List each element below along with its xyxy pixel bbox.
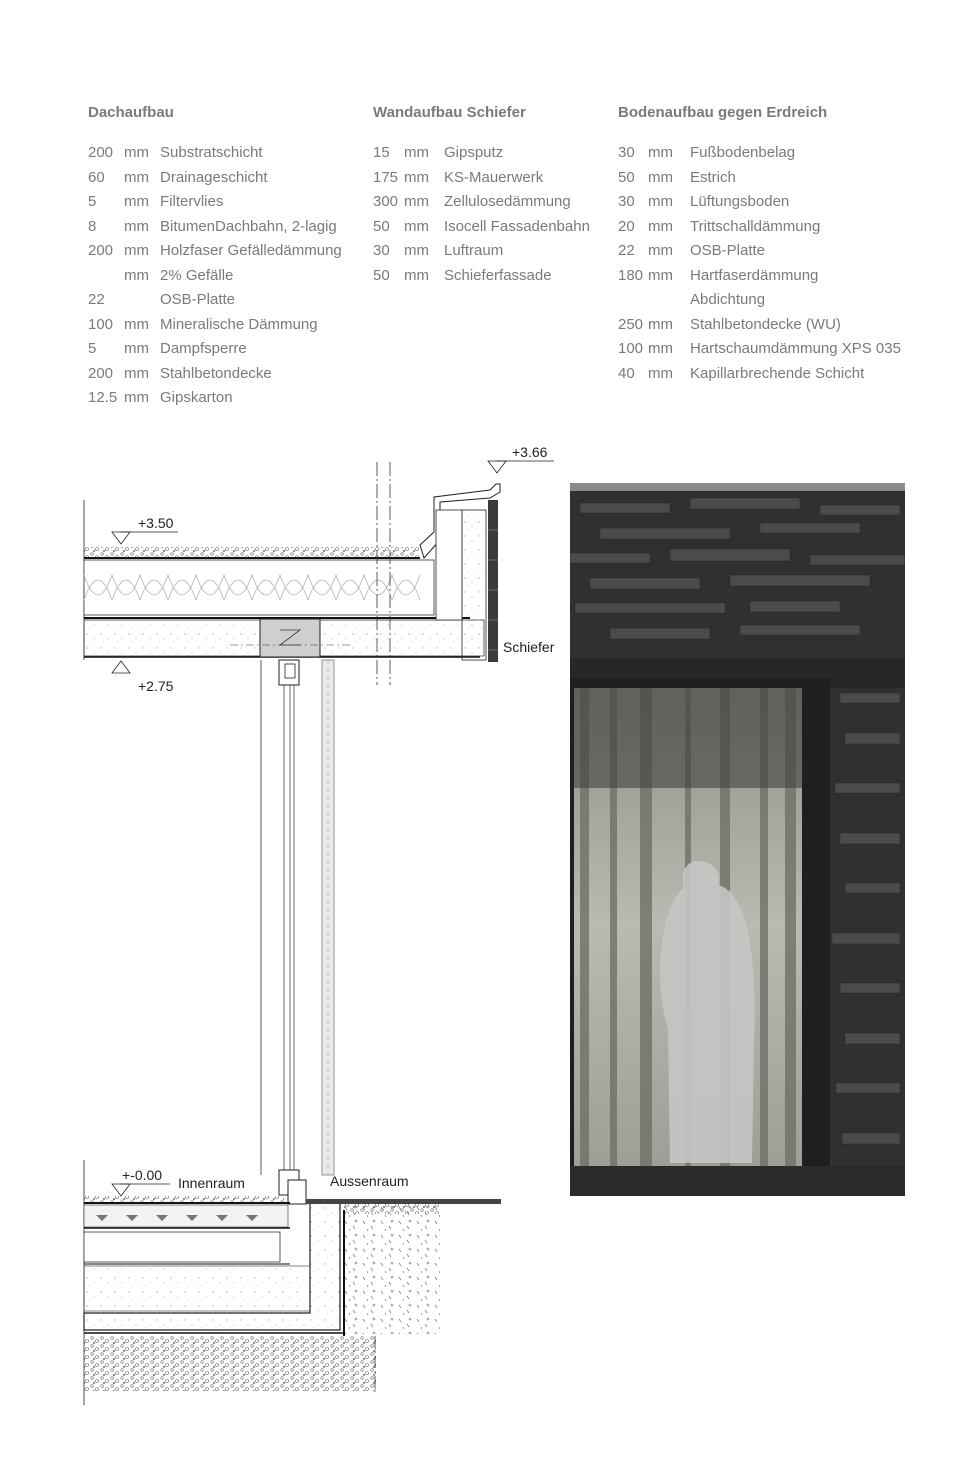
layer-material: Hartschaumdämmung XPS 035 [690,340,901,357]
wall-build-up [373,104,613,290]
level-marker-ceiling [112,661,130,673]
layer-material: 2% Gefälle [160,266,234,284]
layer-row [618,143,918,168]
layer-row [88,290,368,315]
layer-material: Fußbodenbelag [690,144,796,161]
layer-row [88,143,368,168]
layer-row [618,315,918,340]
layer-thickness: 100 [88,315,114,333]
layer-unit: mm [404,144,429,161]
layer-material: Gipskarton [160,389,233,406]
layer-row [88,192,368,217]
layer-unit: mm [404,266,429,284]
roof-rows [88,143,368,413]
layer-row [373,241,613,266]
inside-label: Innenraum [178,1175,245,1191]
layer-thickness: 12.5 [88,389,118,406]
layer-row [618,168,918,193]
layer-material: Dampfsperre [160,340,247,357]
layer-thickness: 175 [373,168,399,186]
facade-render [570,483,905,1196]
layer-unit: mm [124,168,149,186]
layer-material: Lüftungsboden [690,193,790,210]
layer-unit: mm [404,168,429,186]
layer-unit: mm [648,168,673,186]
level-label-parapet: +3.66 [512,444,548,460]
layer-material: Mineralische Dämmung [160,315,318,333]
layer-row [88,217,368,242]
level-marker-parapet [488,461,554,473]
layer-material: Schieferfassade [444,266,552,284]
layer-thickness: 180 [618,266,644,284]
layer-unit: mm [648,242,673,259]
layer-row [618,266,918,291]
layer-row [88,388,368,413]
layer-unit: mm [124,217,149,235]
roof-build-up [88,104,368,413]
layer-row [88,266,368,291]
wall-title: Wandaufbau Schiefer [373,104,526,121]
layer-material: OSB-Platte [160,291,236,308]
layer-thickness: 5 [88,193,97,210]
layer-thickness: 200 [88,242,114,259]
layer-material: Stahlbetondecke (WU) [690,315,841,333]
level-label-ceiling: +2.75 [138,678,174,694]
layer-material: Stahlbetondecke [160,364,272,382]
layer-unit: mm [404,193,429,210]
layer-row [373,143,613,168]
layer-thickness: 50 [373,266,390,284]
layer-thickness: 200 [88,144,114,161]
layer-unit: mm [124,340,149,357]
layer-row [88,339,368,364]
layer-row [88,364,368,389]
layer-material: Hartfaserdämmung [690,266,819,284]
layer-material: KS-Mauerwerk [444,168,544,186]
layer-unit: mm [124,242,149,259]
layer-material: Isocell Fassadenbahn [444,217,590,235]
level-marker-floor [112,1184,170,1196]
layer-unit: mm [124,193,149,210]
layer-unit: mm [124,266,149,284]
layer-row [618,364,918,389]
layer-thickness: 30 [373,242,390,259]
layer-thickness: 200 [88,364,114,382]
layer-thickness: 22 [88,291,105,308]
slate-label: Schiefer [503,639,555,655]
layer-row [618,217,918,242]
layer-row [373,168,613,193]
layer-material: Trittschalldämmung [690,217,821,235]
layer-unit: mm [648,193,673,210]
layer-unit: mm [648,315,673,333]
layer-material: Substratschicht [160,144,263,161]
layer-material: Gipsputz [444,144,504,161]
layer-thickness: 300 [373,193,399,210]
layer-thickness: 22 [618,242,635,259]
layer-material: Luftraum [444,242,504,259]
layer-thickness: 5 [88,340,97,357]
layer-row [618,290,918,315]
layer-material: Holzfaser Gefälledämmung [160,242,342,259]
layer-unit: mm [124,315,149,333]
outside-label: Aussenraum [330,1173,409,1189]
section-drawing [0,440,560,1440]
layer-unit: mm [404,242,429,259]
layer-row [373,266,613,291]
layer-row [88,315,368,340]
window-section [261,660,334,1204]
layer-row [373,217,613,242]
layer-material: Drainageschicht [160,168,268,186]
layer-thickness: 40 [618,364,635,382]
layer-unit: mm [124,144,149,161]
layer-unit: mm [648,144,673,161]
floor-rows [618,143,918,388]
layer-thickness: 15 [373,144,390,161]
layer-unit: mm [648,266,673,284]
floor-build-up [618,104,918,388]
layer-row [618,241,918,266]
layer-material: Filtervlies [160,193,224,210]
layer-unit: mm [124,364,149,382]
facade-render-image [570,483,905,1196]
layer-thickness: 8 [88,217,97,235]
layer-thickness: 30 [618,144,635,161]
layer-row [88,241,368,266]
layer-material: BitumenDachbahn, 2-lagig [160,217,337,235]
layer-row [88,168,368,193]
wall-rows [373,143,613,290]
layer-thickness: 100 [618,340,644,357]
layer-unit: mm [648,340,673,357]
layer-unit: mm [648,364,673,382]
layer-unit: mm [124,389,149,406]
layer-material: Abdichtung [690,291,766,308]
layer-thickness: 50 [618,168,635,186]
layer-row [618,192,918,217]
layer-material: Zellulosedämmung [444,193,571,210]
layer-row [373,192,613,217]
layer-thickness: 50 [373,217,390,235]
layer-material: Kapillarbrechende Schicht [690,364,865,382]
level-label-roof: +3.50 [138,515,174,531]
roof-title: Dachaufbau [88,104,174,121]
layer-thickness: 250 [618,315,644,333]
layer-thickness: 30 [618,193,635,210]
floor-title: Bodenaufbau gegen Erdreich [618,104,828,121]
layer-material: OSB-Platte [690,242,766,259]
roof-section [84,462,500,685]
layer-material: Estrich [690,168,736,186]
layer-thickness: 60 [88,168,105,186]
layer-unit: mm [648,217,673,235]
floor-section [84,1196,501,1392]
layer-row [618,339,918,364]
layer-thickness: 20 [618,217,635,235]
layer-unit: mm [404,217,429,235]
level-marker-roof [112,532,178,544]
level-label-floor: +-0.00 [122,1167,163,1183]
